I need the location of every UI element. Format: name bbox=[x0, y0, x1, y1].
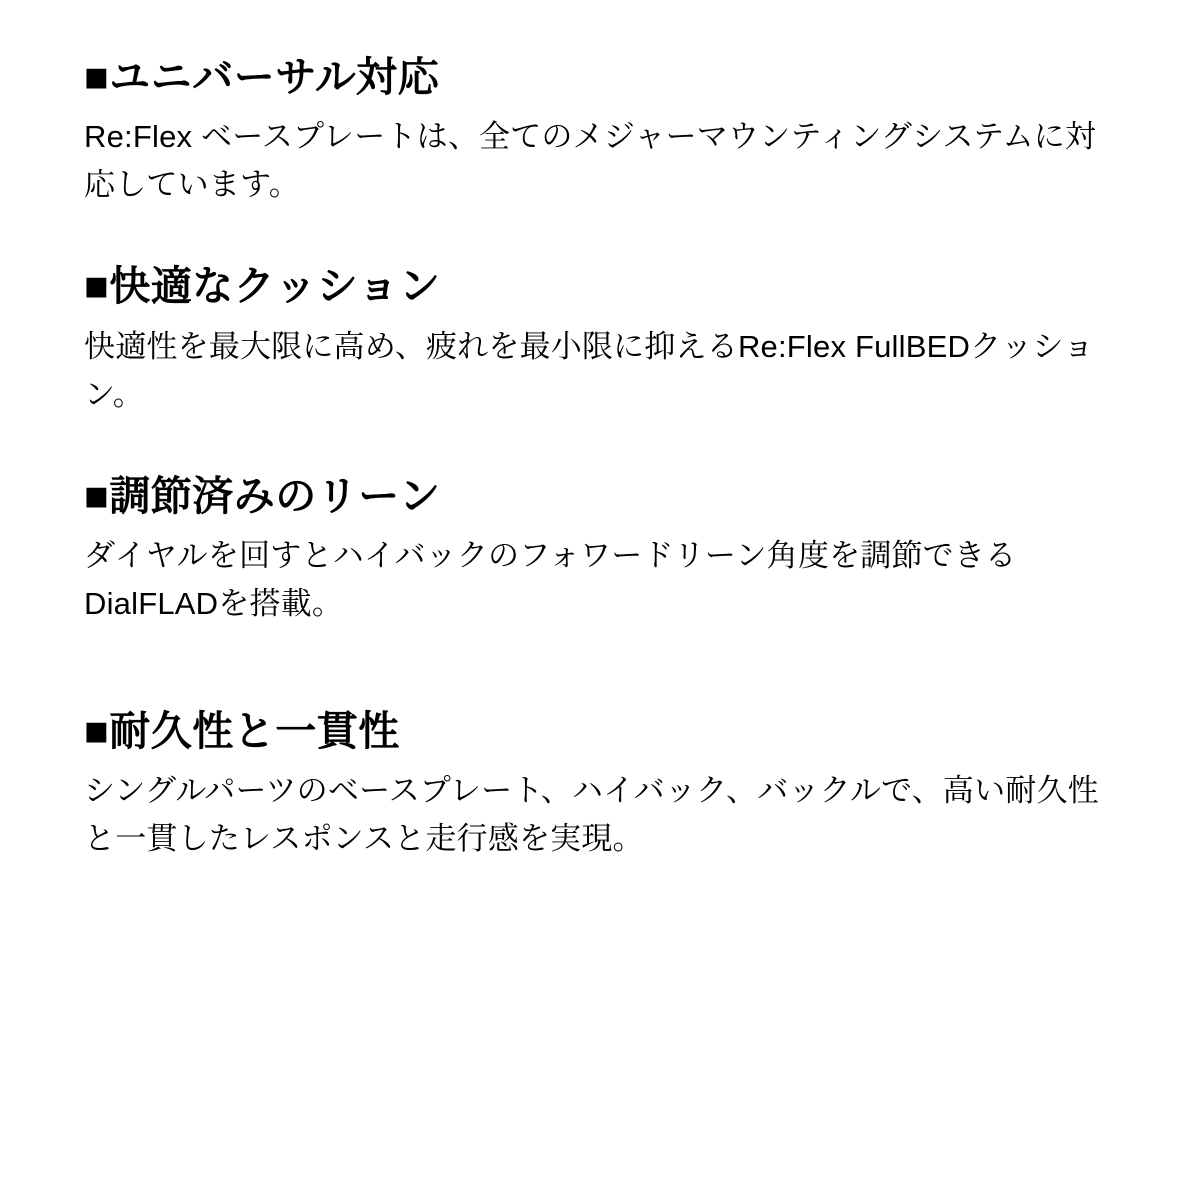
feature-section-lean bbox=[84, 471, 1116, 628]
feature-section-durability bbox=[84, 706, 1116, 863]
feature-heading-cushion: ■快適なクッション bbox=[84, 263, 441, 310]
feature-heading-durability: ■耐久性と一貫性 bbox=[84, 708, 400, 755]
feature-section-cushion bbox=[84, 261, 1116, 418]
feature-heading-universal: ■ユニバーサル対応 bbox=[84, 54, 440, 100]
feature-section-universal bbox=[84, 52, 1116, 209]
feature-body-durability: シングルパーツのベースプレート、ハイバック、バックルで、高い耐久性と一貫したレスポンスと走行感を実現。 bbox=[84, 773, 1099, 857]
feature-body-universal: Re:Flex ベースプレートは、全てのメジャーマウンティングシステムに対応しています。 bbox=[84, 119, 1097, 203]
feature-heading-lean: ■調節済みのリーン bbox=[84, 472, 441, 519]
feature-body-cushion: 快適性を最大限に高め、疲れを最小限に抑えるRe:Flex FullBEDクッション。 bbox=[84, 328, 1095, 412]
feature-body-lean: ダイヤルを回すとハイバックのフォワードリーン角度を調節できるDialFLADを搭載。 bbox=[84, 537, 1017, 621]
